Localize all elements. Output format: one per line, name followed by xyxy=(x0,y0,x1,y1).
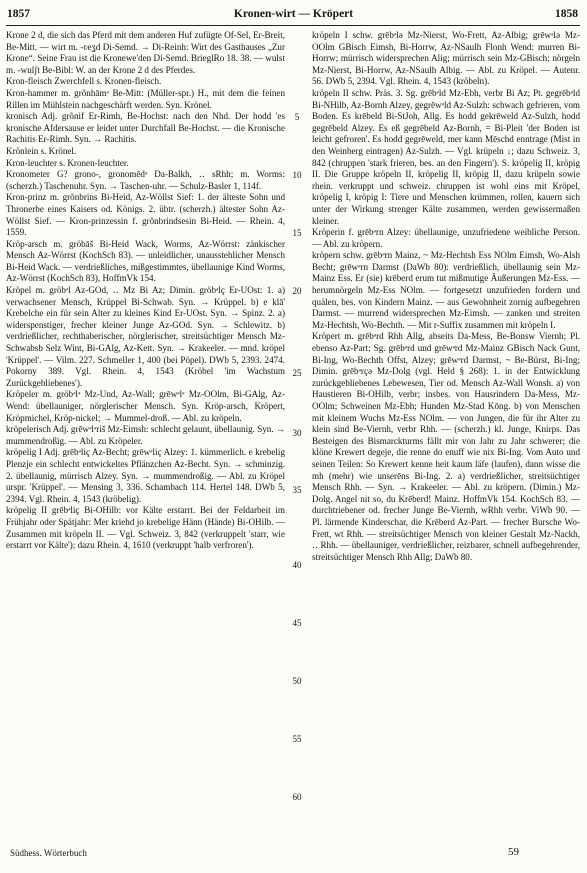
entry-kron-leuchter: Kron-leuchter s. Kronen-leuchter. xyxy=(6,157,129,168)
page-header xyxy=(0,8,587,22)
line-number: 15 xyxy=(292,228,302,238)
entry-kroepeln-2: kröpeln II schw. Präs. 3. Sg. grēbᵊld Mz-Ebh, verbr Bi Az; Pt. gegrēbᵊld Bi-NHilb, Az-Bornh Alzey, gegrēwᵊld Az-Sulzh: schwach gefrieren, vom Boden. Es krēbeld Bi-StJoh, Allg. Es hodd gekrēweld Az-Sulzh, hodd gegrēbeld Alzey. Es eß gegrēbeld Az-Bornh, = Bi-Pleit 'der Boden ist leicht gefroren'. Es hodd gegrēweld, mer kann Mēschd enntrage (Mist in den Weinberg eintragen) Az-Sulzh. — Vgl. krüpeln ↓; dazu Schweiz. 3, 842 (chruppen 'stark frieren, bes. an den Fingern'). S. kröpelig II, kröpig II. Die Gruppe kröpeln II, kröpelig II, kröpig II, dazu krüpeln sowie rhein. verkruppt und schweiz. chruppen ist wohl eins mit Kröpel, kröpelig I, kröpig I: Tiere und Menschen krümmen, rollen, kauern sich unter der Wirkung strenger Kälte zusammen, werden gewissermaßen kleiner. xyxy=(312,87,580,226)
line-number: 10 xyxy=(292,170,302,180)
entry-kroepeln-1: kröpeln I schw. grēbᵊlə Mz-Nierst, Wo-Frett, Az-Albig; grēwᵊlə Mz-OOlm GBisch Eimsh, Bi-Horrw, Az-NSaulh Flonh Wend: murren Bi-Horrw; mürrisch widersprechen Alig; mürrisch sein Mz-GBisch; nörgeln Mz-Nierst, Bi-Horrw, Az-NSaulh Albig. — Abl. zu Kröpel. — Autenr. 56. DWb 5, 2394. Vgl. Rhein. 4, 1543 (kröbeln). xyxy=(312,30,580,87)
left-column xyxy=(6,30,285,552)
line-number: 60 xyxy=(292,792,302,802)
entry-krone-continuation: Krone 2 d, die sich das Pferd mit dem anderen Huf zufügte Of-Sel, Er-Breit, Be-Mitt. — wirt m. ‑ʋeʓd Di-Semd. → Di-Reinh: Wirt des Gasthauses „Zur Krone“. Seine Frau ist die Kronewe'den Di-Semd. BrieglRo 18. 38. — wulst m. ‑wulʃt Be-Bibl: W. an der Krone 2 d des Pferdes. xyxy=(6,30,285,75)
line-number: 30 xyxy=(292,428,302,438)
header-rule xyxy=(6,25,580,26)
running-title: Kronen-wirt — Kröpert xyxy=(233,8,354,20)
right-column xyxy=(312,30,580,563)
entry-kroepelerisch: kröpelerisch Adj. grēwᵊlᵊriš Mz-Eimsh: schlecht gelaunt, übellaunig. Syn. → mummendroßig. — Abl. zu Kröpeler. xyxy=(6,424,285,446)
left-column-number: 1857 xyxy=(7,8,30,20)
entry-kronometer: Kronometer G? grono-, gronomēdᵊ Da-Balkh, ‥ sRhh; m. Worms: (scherzh.) Taschenuhr. Syn. → Taschen-uhr. — Schulz-Basler 1, 114f. xyxy=(6,169,285,191)
entry-kroepelig-1: kröpelig I Adj. grēbᵊliç Az-Becht; grēwᵊliç Alzey: 1. kümmerlich. e krebelig Plenzje ein schlecht entwickeltes Pflänzchen Az-Becht. Syn. → schminzig. 2. übellaunig, mürrisch Alzey. Syn. → mummendroßig. — Abl. zu Kröpel urspr. 'Krüppel'. — Mensing 3, 336. Schambach 114. Hertel 148. DWb 5, 2394. Vgl. Rhein. 4, 1543 (kröbelig). xyxy=(6,447,285,504)
entry-kroenlein: Krönlein s. Krönel. xyxy=(6,145,77,156)
entry-kroepert: Kröpert m. grēbᵊrd Rhh Allg, abseits Da-Mess, Be-Bonsw Viernh; Pl. ebenso Az-Part; Sg. grēbᵊrd und grēwᵊrd Mz-Mainz GBisch Nack Gunt, Bi-Ing, Wo-Bechth Offst, Alzey; grēwᵊrd Darmst, ~ Be-Bürst, Bi-Ing; Dimin. grēbᵊrçə Mz-Dolg (vgl. Held § 268): 1. in der Entwicklung zurückgebliebenes Lebewesen, Tier od. Mensch Az-Wall Wonsh. a) von Haustieren Bi-OHilb, verbr; insbes. von Hausrindern Da-Mess, Mz-OOlm; Schweinen Mz-Ebh; Hunden Mz-Stad Kōng. b) von Menschen mit kleinem Wuchs Mz-Ess NOlm. — von Jungen, die für ihr Alter zu klein sind Be-Viernh, verbr Rhh. — (scherzh.) kl. Junge, Knirps. Das Besteigen des Bismarckturms fällt mir von Jahr zu Jahr schwerer; die klöne Krewert degeje, die renne do enuff wie nix Bi-Ing. Vom Auto und seinen Teilen: So Krewert kenne heit kaum läfe (laufen), dann wisse die mh (mehr) wie unserēns Bi-Ing. 2. a) verdrießlicher, streitsüchtiger Mensch Rhh. — Syn. → Krakeeler. — Abl. zu kröpern. (Dimin.) Mz-Dolg. Angel nit so, du Krēberd! Mainz. HoffmVk 154. KochSch 83. — durchtriebener od. frecher Junge Be-Viernh, wRhh verbr. ViWb 90. — Pl. lärmende Kinderschar, die Krēberd Az-Part. — frecher Bursche Wo-Frett, wt Rhh. — streitsüchtiger Mensch von kleiner Gestalt Mz-Nackh, ‥ Rhh. — übellauniger, verdrießlicher, reizbarer, schnell aufbegehrender, streitsüchtiger Mensch Rhh Allg; DaWb 80. xyxy=(312,331,580,562)
entry-kronisch: kronisch Adj. grõnif Er-Rimh, Be-Hochst: nach den Nhd. Der hodd 'es kronische Afdersause er leidet unter Durchfall Be-Hochst. — die Kronische Rachitis Er-Rimh. Syn. → Rachitis. xyxy=(6,111,285,145)
entry-kron-fleisch: Kron-fleisch Zwerchfell s. Kronen-fleisch. xyxy=(6,76,162,87)
right-column-number: 1858 xyxy=(555,8,578,20)
entry-kroeperin: Kröperin f. grēbᵊrn Alzey: übellaunige, unzufriedene weibliche Person. — Abl. zu kröpern. xyxy=(312,227,580,249)
entry-kroepelig-2: kröpelig II grēbᵊliç Bi-OHilb: vor Kälte erstarrt. Bei der Feldarbeit im Frühjahr oder Spätjahr: Mer kriehd jo krebelige Hänn (Hände) Bi-OHilb. — Zusammen mit kröpeln II. — Vgl. Schweiz. 3, 842 (verkruppelt 'starr, wie erstarrt vor Kälte'); dazu Rhein. 4, 1610 (verkruppt 'halb verfroren'). xyxy=(6,505,285,551)
line-number: 55 xyxy=(292,734,302,744)
entry-kron-prinz: Kron-prinz m. grõnbrins Bi-Heid, Az-Wöllst Sief: 1. der älteste Sohn und Thronerbe eines Kaisers od. Königs. 2. übtr. (scherzh.) ältester Sohn Az-Wöllst Sief. — Kron-prinzessin f. grõnbrindsesin Bi-Heid. — Rhein. 4, 1559. xyxy=(6,192,285,238)
footer-title: Südhess. Wörterbuch xyxy=(10,848,87,858)
entry-kroepel: Kröpel m. gröbᵊl Az-GOd, ‥ Mz Bi Az; Dimin. gröbᵊlç Er-UOst: 1. a) verwachsener Mensch, Krüppel Bi-Schwab. Syn. → Krüppel. b) e klā' Krebelche ein für sein Alter zu kleines Kind Er-UOst. Syn. → Spinz. 2. a) widerspenstiger, frecher kleiner Junge Az-GOd. Syn. → Schlewitz. b) verdrießlicher, rechthaberischer, nörglerischer, streitsüchtiger Mensch Mz-Schwabsb Selz Wint, Bi-GAlg, Az-Kett. Syn. → Krakeeler. — mnd. kröpel 'Krüppel'. — Vilm. 227. Schmeller 1, 400 (bei Pöpel). DWb 5, 2393. 2474. Pokorny 389. Vgl. Rhein. 4, 1543 (Kröbel 'im Wachstum Zurückgebliebenes'). xyxy=(6,285,285,388)
line-number: 40 xyxy=(292,560,302,570)
line-number: 20 xyxy=(292,286,302,296)
line-number: 25 xyxy=(292,368,302,378)
line-number: 35 xyxy=(292,485,302,495)
entry-kroepeler: Kröpeler m. gröbᵊlᵊ Mz-Und, Az-Wall; grēwᵊlᵊ Mz-OOlm, Bi-GAlg, Az-Wend: übellauniger, nörglerischer Mensch. Syn. Kröp-arsch, Kröpert, Kröpmichel, Kröp-nickel; → Mummel-droß. — Abl. zu kröpeln. xyxy=(6,389,285,423)
entry-kroepern: kröpern schw. grēbᵊrn Mainz, ~ Mz-Hechtsh Ess NOlm Eimsh, Wo-Alsh Becht; grēwᵊrn Darmst (DaWb 80): verdrießlich, übellaunig sein Mz-Mainz Ess. Er (sie) krēberd erum tut mißmutige Äußerungen Mz-Ess. — herumnörgeln Mz-Ess NOlm. — fortgesetzt unzufrieden fordern und quälen, bes. von Kindern Mainz. — aus Gewohnheit zornig aufbegehren Darmst. — murrend widersprechen Mz-Eimsh. — zanken und streiten Mz-Hechtsh, Wo-Bechth. — Mit r-Suffix zusammen mit kröpeln I. xyxy=(312,250,580,330)
page-number: 59 xyxy=(508,846,519,858)
line-number: 45 xyxy=(292,618,302,628)
line-number: 5 xyxy=(294,112,300,122)
entry-kron-hammer: Kron-hammer m. grõnhāmᵊ Be-Mitt: (Müller-spr.) H., mit dem die feinen Rillen im Mühlstein nachgeschärft werden. Syn. Krönel. xyxy=(6,87,285,110)
entry-kroep-arsch: Kröp-arsch m. gröbāš Bi-Heid Wack, Worms, Az-Wörrst: zänkischer Mensch Az-Wörrst (KochSch 83). — unleidlicher, unausstehlicher Mensch Bi-Heid Wack. — verdrießliches, mißgestimmtes, übellaunige Kind Worms, Az-Wörrst (KochSch 83), HoffmVk 154. xyxy=(6,238,285,284)
line-number: 50 xyxy=(292,676,302,686)
